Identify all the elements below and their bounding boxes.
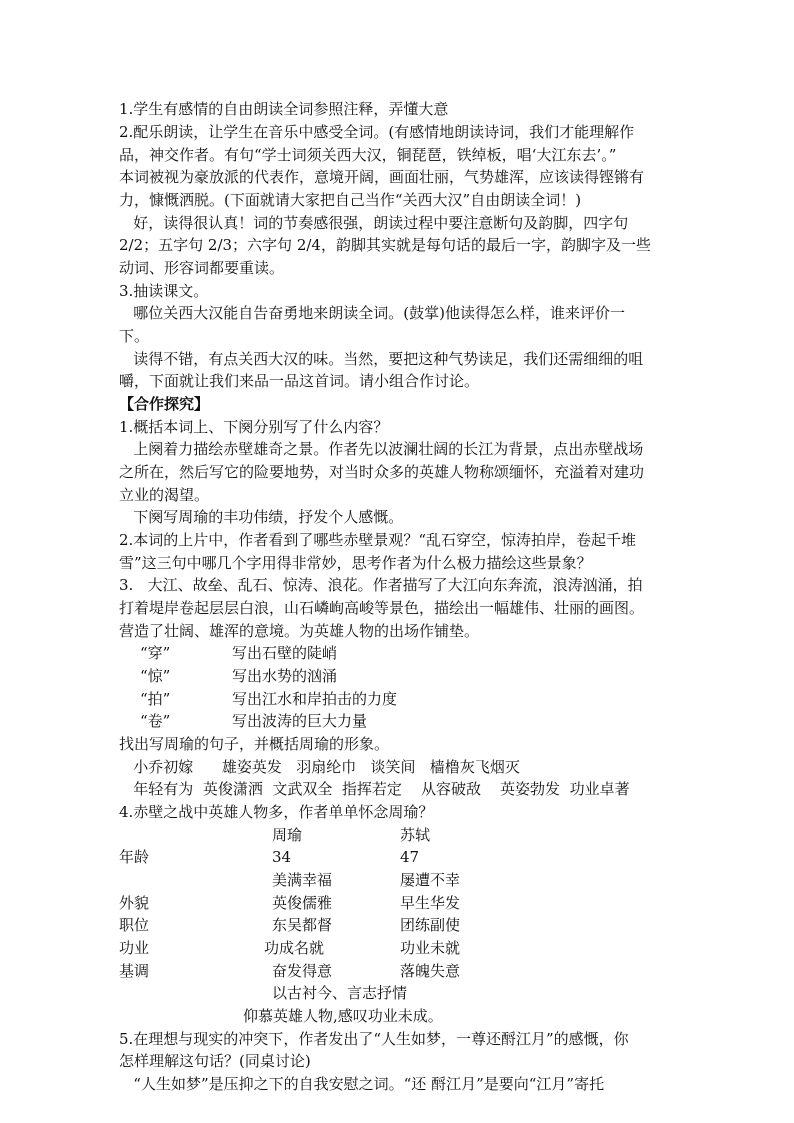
text-line: 立业的渴望。 xyxy=(119,486,210,504)
cell-zhouyu: 英俊儒雅 xyxy=(272,894,333,912)
question-2: 2.本词的上片中，作者看到了哪些赤壁景观？“乱石穿空，惊涛拍岸，卷起千堆 xyxy=(119,531,636,549)
word-desc: 写出江水和岸拍击的力度 xyxy=(232,690,398,708)
row-label: 职位 xyxy=(119,916,150,934)
text-line: 读得不错，有点关西大汉的味。当然，要把这种气势读足，我们还需细细的咀 xyxy=(119,350,644,368)
summary-line: 以古衬今、言志抒情 xyxy=(272,984,408,1002)
row-label: 功业 xyxy=(119,939,150,957)
summary-line: 仰慕英雄人物,感叹功业未成。 xyxy=(243,1007,443,1025)
cell-zhouyu: 奋发得意 xyxy=(272,962,333,980)
cell-sushi: 47 xyxy=(400,848,420,866)
cell-zhouyu: 34 xyxy=(272,848,292,866)
text-line: 3. 大江、故垒、乱石、惊涛、浪花。作者描写了大江向东奔流，浪涛汹涌，拍 xyxy=(119,576,643,594)
column-header: 苏轼 xyxy=(400,826,431,844)
question-5: 5.在理想与现实的冲突下，作者发出了“人生如梦，一尊还酹江月”的感慨，你 xyxy=(119,1030,629,1048)
text-line: 雪”这三句中哪几个字用得非常妙，思考作者为什么极力描绘这些景象？ xyxy=(119,554,592,572)
text-line: 上阕着力描绘赤壁雄奇之景。作者先以波澜壮阔的长江为背景，点出赤壁战场 xyxy=(119,440,644,458)
cell-sushi: 功业未就 xyxy=(400,939,461,957)
text-line: 动词、形容词都要重读。 xyxy=(119,259,285,277)
text-line: 1.学生有感情的自由朗读全词参照注释，弄懂大意 xyxy=(119,100,449,118)
cell-zhouyu: 美满幸福 xyxy=(272,871,333,889)
text-line: 营造了壮阔、雄浑的意境。为英雄人物的出场作铺垫。 xyxy=(119,622,480,640)
cell-sushi: 屡遭不幸 xyxy=(400,871,461,889)
section-heading: 【合作探究】 xyxy=(119,395,210,413)
word-key: “拍” xyxy=(140,690,171,708)
text-line: 小乔初嫁 雄姿英发 羽扇纶巾 谈笑间 樯橹灰飞烟灭 xyxy=(119,758,520,776)
text-line: 3.抽读课文。 xyxy=(119,282,209,300)
text-line: 年轻有为 英俊潇洒 文武双全 指挥若定 从容破敌 英姿勃发 功业卓著 xyxy=(119,780,630,798)
word-desc: 写出石壁的陡峭 xyxy=(232,644,338,662)
text-line: 嚼，下面就让我们来品一品这首词。请小组合作讨论。 xyxy=(119,372,480,390)
row-label: 外貌 xyxy=(119,894,150,912)
text-line: 2.配乐朗读，让学生在音乐中感受全词。(有感情地朗读诗词，我们才能理解作 xyxy=(119,123,635,141)
text-line: 2/2；五字句 2/3；六字句 2/4，韵脚其实就是每句话的最后一字，韵脚字及一些 xyxy=(119,236,651,254)
row-label: 年龄 xyxy=(119,848,150,866)
text-line: 本词被视为豪放派的代表作，意境开阔，画面壮丽，气势雄浑，应该读得铿锵有 xyxy=(119,168,645,186)
word-key: “卷” xyxy=(140,712,171,730)
word-key: “惊” xyxy=(140,667,171,685)
cell-sushi: 早生华发 xyxy=(400,894,461,912)
text-line: 下阕写周瑜的丰功伟绩，抒发个人感慨。 xyxy=(119,508,404,526)
text-line: 力，慷慨洒脱。(下面就请大家把自己当作“关西大汉”自由朗读全词！) xyxy=(119,191,582,209)
cell-sushi: 落魄失意 xyxy=(400,962,461,980)
text-line: 哪位关西大汉能自告奋勇地来朗读全词。(鼓掌)他读得怎么样，谁来评价一 xyxy=(119,304,626,322)
column-header: 周瑜 xyxy=(272,826,303,844)
text-line: “人生如梦”是压抑之下的自我安慰之词。“还 酹江月”是要向“江月”寄托 xyxy=(119,1075,605,1093)
text-line: 找出写周瑜的句子，并概括周瑜的形象。 xyxy=(119,735,390,753)
cell-zhouyu: 功成名就 xyxy=(264,939,325,957)
row-label: 基调 xyxy=(119,962,150,980)
text-line: 打着堤岸卷起层层白浪，山石嶙峋高峻等景色，描绘出一幅雄伟、壮丽的画图。 xyxy=(119,599,645,617)
text-line: 好，读得很认真！词的节奏感很强，朗读过程中要注意断句及韵脚，四字句 xyxy=(119,214,629,232)
question-1: 1.概括本词上、下阕分别写了什么内容？ xyxy=(119,418,389,436)
question-4: 4.赤壁之战中英雄人物多，作者单单怀念周瑜？ xyxy=(119,803,434,821)
word-key: “穿” xyxy=(140,644,171,662)
text-line: 品，神交作者。有句“学士词须关西大汉，铜琵琶，铁绰板，唱‘大江东去’。” xyxy=(119,146,617,164)
word-desc: 写出波涛的巨大力量 xyxy=(232,712,368,730)
text-line: 下。 xyxy=(119,327,150,345)
word-desc: 写出水势的汹涌 xyxy=(232,667,338,685)
text-line: 之所在，然后写它的险要地势，对当时众多的英雄人物称颂缅怀，充溢着对建功 xyxy=(119,463,645,481)
text-line: 怎样理解这句话？(同桌讨论) xyxy=(119,1052,311,1070)
cell-sushi: 团练副使 xyxy=(400,916,461,934)
cell-zhouyu: 东吴都督 xyxy=(272,916,333,934)
